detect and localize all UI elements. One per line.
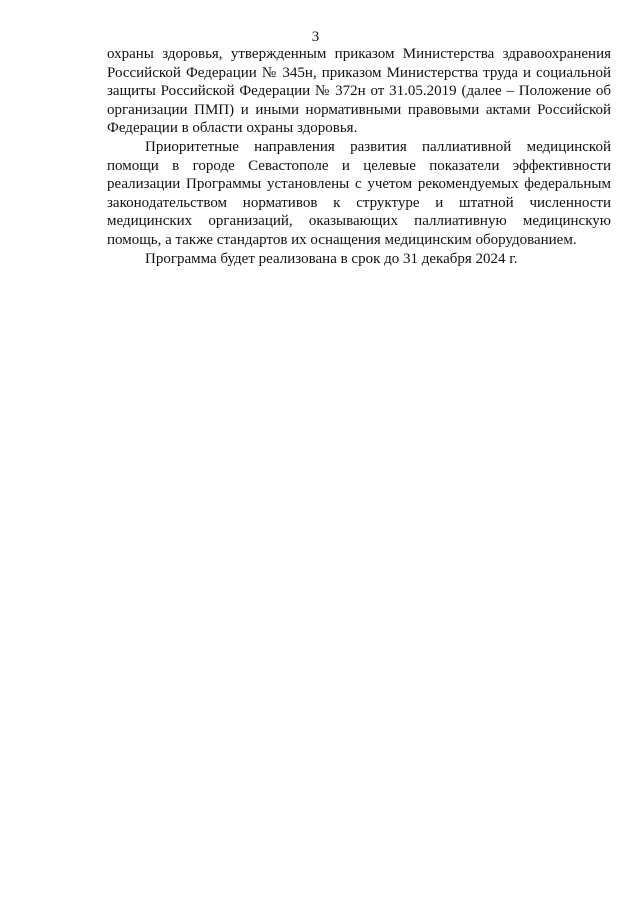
paragraph-continuation: охраны здоровья, утвержденным приказом Министерства здравоохранения Российской Федерации № 345н, приказом Министерства труда и социальной защиты Российской Федерации № 372н от 31.05.2019 (далее – Положение об организации ПМП) и иными нормативными правовыми актами Российской Федерации в области охраны здоровья. bbox=[107, 46, 611, 137]
paragraph-priorities: Приоритетные направления развития паллиативной медицинской помощи в городе Севастополе и целевые показатели эффективности реализации Программы установлены с учетом рекомендуемых федеральным законодательством нормативов к структуре и штатной численности медицинских организаций, оказывающих паллиативную медицинскую помощь, а также стандартов их оснащения медицинским оборудованием. bbox=[107, 138, 611, 248]
document-body bbox=[107, 45, 611, 268]
paragraph-term: Программа будет реализована в срок до 31 декабря 2024 г. bbox=[145, 250, 518, 267]
page-number: 3 bbox=[311, 29, 320, 45]
